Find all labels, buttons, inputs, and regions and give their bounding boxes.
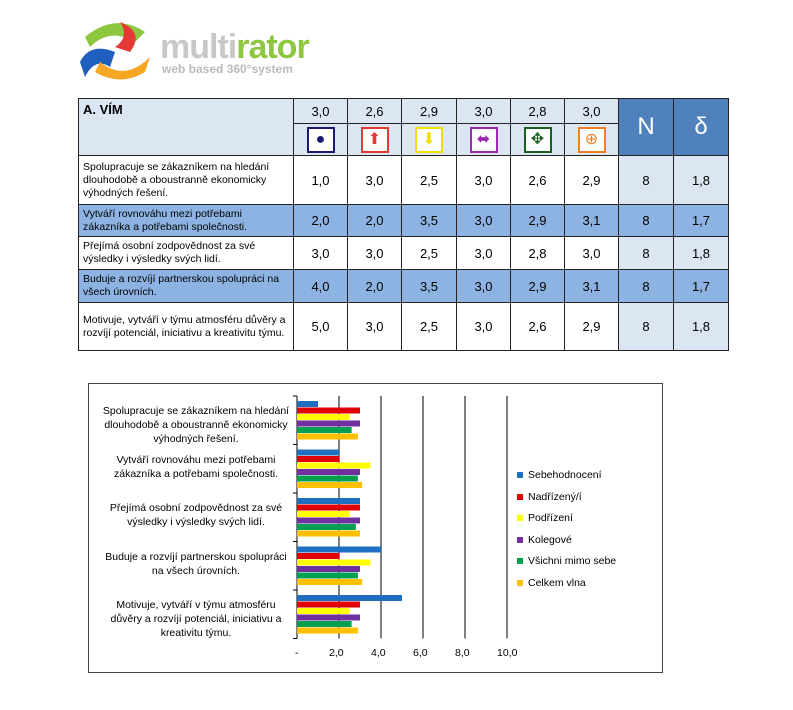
legend-swatch	[517, 472, 523, 478]
brand-gray: multi	[160, 28, 237, 66]
bar	[297, 463, 371, 469]
score-cell: 2,9	[565, 156, 619, 205]
avg-value: 3,0	[565, 99, 619, 124]
n-cell: 8	[619, 205, 674, 237]
bar	[297, 608, 350, 614]
bar	[297, 595, 402, 601]
bar	[297, 476, 358, 482]
bar-chart	[88, 383, 663, 673]
tagline: web based 360°system	[162, 62, 293, 76]
competency-label: Vytváří rovnováhu mezi potřebami zákazníka a potřebami společnosti.	[79, 205, 294, 237]
bar	[297, 547, 381, 553]
legend-label: Sebehodnocení	[528, 469, 602, 481]
score-cell: 3,0	[457, 205, 511, 237]
bar	[297, 505, 360, 511]
bar	[297, 566, 360, 572]
logo-swirl-icon	[75, 12, 155, 82]
score-cell: 3,1	[565, 270, 619, 303]
score-cell: 2,9	[511, 270, 565, 303]
category-label: Přejímá osobní zodpovědnost za své výsledky i výsledky svých lidí.	[109, 502, 283, 528]
bar	[297, 450, 339, 456]
score-cell: 3,0	[457, 237, 511, 270]
table-row	[79, 303, 729, 351]
avg-value: 3,0	[294, 99, 348, 124]
bar	[297, 498, 360, 504]
delta-cell: 1,8	[674, 156, 729, 205]
n-header: N	[619, 99, 674, 156]
bar	[297, 427, 352, 433]
bar	[297, 482, 362, 488]
table-row	[79, 237, 729, 270]
bar	[297, 469, 360, 475]
legend-swatch	[517, 558, 523, 564]
n-cell: 8	[619, 237, 674, 270]
score-cell: 2,0	[294, 205, 348, 237]
score-cell: 2,8	[511, 237, 565, 270]
self-icon: ●	[307, 127, 335, 153]
legend-label: Celkem vlna	[528, 576, 586, 589]
bar	[297, 628, 358, 634]
brand-green: rator	[236, 28, 309, 66]
section-title: A. VÍM	[79, 99, 294, 156]
bar	[297, 518, 360, 524]
category-label: Spolupracuje se zákazníkem na hledání dlouhodobě a oboustranně ekonomicky výhodných řešení.	[102, 405, 290, 445]
legend-item	[517, 491, 582, 503]
score-cell: 2,6	[511, 303, 565, 351]
bar	[297, 511, 350, 517]
arrows-all-directions-icon: ✥	[524, 127, 552, 153]
table-row	[79, 156, 729, 205]
delta-cell: 1,8	[674, 237, 729, 270]
score-cell: 2,5	[402, 237, 457, 270]
x-tick-label: 6,0	[413, 647, 428, 659]
score-cell: 2,6	[511, 156, 565, 205]
delta-cell: 1,7	[674, 205, 729, 237]
score-cell: 3,0	[565, 237, 619, 270]
category-label: Motivuje, vytváří v týmu atmosféru důvěry a rozvíjí potenciál, iniciativu a kreativitu týmu.	[110, 599, 282, 639]
delta-header: δ	[674, 99, 729, 156]
x-tick-label: 10,0	[497, 647, 518, 659]
legend-label: Všichni mimo sebe	[528, 555, 617, 567]
legend-label: Kolegové	[528, 533, 572, 546]
bar	[297, 401, 318, 407]
competency-label: Přejímá osobní zodpovědnost za své výsledky i výsledky svých lidí.	[79, 237, 294, 270]
legend-swatch	[517, 515, 523, 521]
table-row	[79, 205, 729, 237]
legend-swatch	[517, 494, 523, 500]
bar	[297, 615, 360, 621]
competency-label: Motivuje, vytváří v týmu atmosféru důvěry a rozvíjí potenciál, iniciativu a kreativitu týmu.	[79, 303, 294, 351]
score-cell: 3,0	[457, 303, 511, 351]
bar	[297, 579, 362, 585]
bar	[297, 414, 350, 420]
arrow-left-right-icon: ⬌	[470, 127, 498, 153]
legend-label: Nadřízený/í	[528, 490, 582, 503]
avg-value: 2,9	[402, 99, 457, 124]
x-tick-label: -	[295, 647, 299, 659]
score-cell: 3,0	[348, 237, 402, 270]
rater-group-header	[457, 124, 511, 156]
score-cell: 3,0	[348, 156, 402, 205]
competency-label: Spolupracuje se zákazníkem na hledání dlouhodobě a oboustranně ekonomicky výhodných řešení.	[79, 156, 294, 205]
score-cell: 3,5	[402, 205, 457, 237]
score-cell: 3,0	[348, 303, 402, 351]
avg-value: 3,0	[457, 99, 511, 124]
legend-item	[517, 534, 572, 546]
n-cell: 8	[619, 156, 674, 205]
bar	[297, 421, 360, 427]
results-table	[78, 98, 729, 351]
bar	[297, 408, 360, 414]
score-cell: 2,5	[402, 156, 457, 205]
score-cell: 1,0	[294, 156, 348, 205]
score-cell: 4,0	[294, 270, 348, 303]
bar	[297, 573, 358, 579]
rater-group-header	[565, 124, 619, 156]
bar	[297, 434, 358, 440]
category-label: Buduje a rozvíjí partnerskou spolupráci na všech úrovních.	[105, 550, 287, 577]
bar	[297, 524, 356, 530]
avg-value: 2,8	[511, 99, 565, 124]
circle-cross-icon: ⊕	[578, 127, 606, 153]
avg-value: 2,6	[348, 99, 402, 124]
score-cell: 3,5	[402, 270, 457, 303]
legend-item	[517, 469, 602, 481]
legend-item	[517, 512, 573, 524]
competency-label: Buduje a rozvíjí partnerskou spolupráci na všech úrovních.	[79, 270, 294, 303]
legend-label: Podřízení	[528, 512, 573, 524]
bar	[297, 456, 339, 462]
delta-cell: 1,7	[674, 270, 729, 303]
bar	[297, 621, 352, 627]
n-cell: 8	[619, 270, 674, 303]
x-tick-label: 8,0	[455, 647, 470, 659]
bar	[297, 553, 339, 559]
score-cell: 2,0	[348, 205, 402, 237]
legend-item	[517, 577, 586, 589]
score-cell: 2,9	[565, 303, 619, 351]
table-row	[79, 270, 729, 303]
bar	[297, 560, 371, 566]
x-tick-label: 2,0	[329, 647, 344, 659]
rater-group-header	[348, 124, 402, 156]
score-cell: 2,0	[348, 270, 402, 303]
arrow-up-icon: ⬆	[361, 127, 389, 153]
arrow-down-icon: ⬇	[415, 127, 443, 153]
score-cell: 3,0	[457, 156, 511, 205]
legend-swatch	[517, 537, 523, 543]
n-cell: 8	[619, 303, 674, 351]
legend-item	[517, 555, 616, 567]
rater-group-header	[511, 124, 565, 156]
score-cell: 2,5	[402, 303, 457, 351]
rater-group-header	[294, 124, 348, 156]
bar	[297, 531, 360, 537]
score-cell: 3,0	[457, 270, 511, 303]
score-cell: 3,1	[565, 205, 619, 237]
score-cell: 5,0	[294, 303, 348, 351]
x-tick-label: 4,0	[371, 647, 386, 659]
rater-group-header	[402, 124, 457, 156]
delta-cell: 1,8	[674, 303, 729, 351]
category-label: Vytváří rovnováhu mezi potřebami zákazníka a potřebami společnosti.	[113, 453, 278, 480]
bar	[297, 602, 360, 608]
score-cell: 2,9	[511, 205, 565, 237]
score-cell: 3,0	[294, 237, 348, 270]
legend-swatch	[517, 580, 523, 586]
